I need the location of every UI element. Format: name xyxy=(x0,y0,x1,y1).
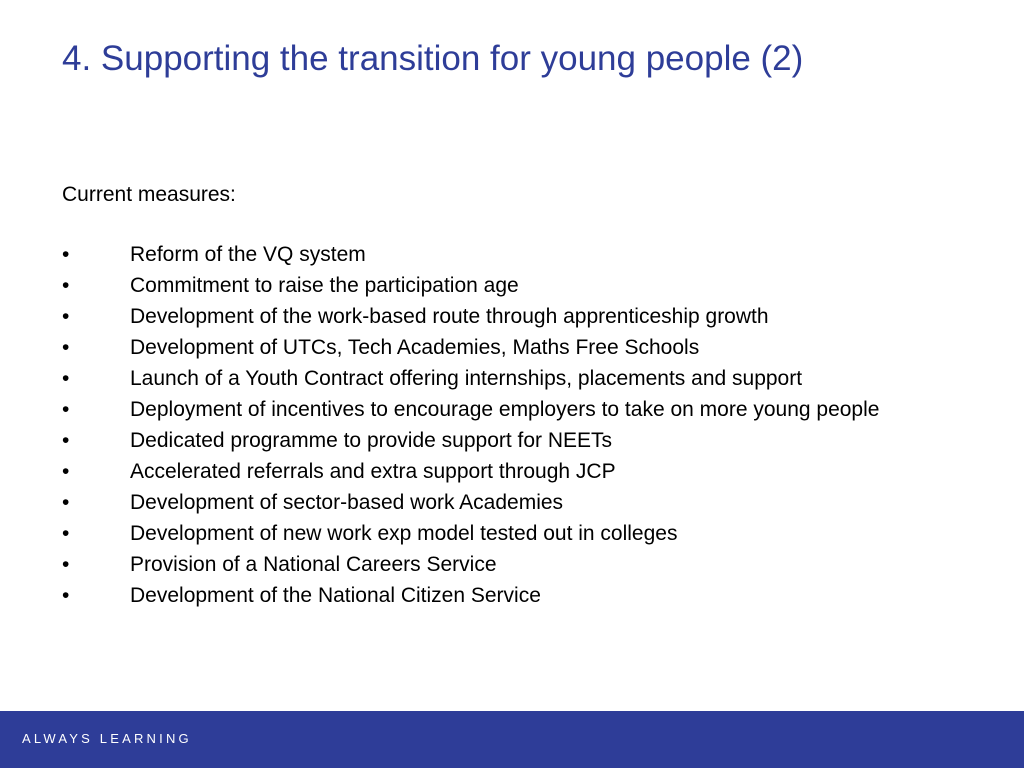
list-item-text: Provision of a National Careers Service xyxy=(130,553,497,576)
list-item-text: Reform of the VQ system xyxy=(130,243,366,266)
bullet: • xyxy=(62,274,70,297)
bullet: • xyxy=(62,491,70,514)
bullet: • xyxy=(62,553,70,576)
list-item xyxy=(62,460,982,483)
bullet: • xyxy=(62,584,70,607)
list-item xyxy=(62,367,982,390)
measures-list xyxy=(62,243,982,615)
bullet: • xyxy=(62,336,70,359)
list-item-text: Commitment to raise the participation age xyxy=(130,274,519,297)
bullet: • xyxy=(62,243,70,266)
list-item-text: Development of UTCs, Tech Academies, Maths Free Schools xyxy=(130,336,700,359)
list-item-text: Deployment of incentives to encourage employers to take on more young people xyxy=(130,398,880,421)
bullet: • xyxy=(62,367,70,390)
bullet: • xyxy=(62,522,70,545)
list-item-text: Dedicated programme to provide support for NEETs xyxy=(130,429,613,452)
list-item xyxy=(62,398,982,421)
slide-title: 4. Supporting the transition for young people (2) xyxy=(62,39,804,78)
bullet: • xyxy=(62,305,70,328)
bullet: • xyxy=(62,429,70,452)
list-item xyxy=(62,522,982,545)
intro-text: Current measures: xyxy=(62,183,236,206)
list-item-text: Development of new work exp model tested out in colleges xyxy=(130,522,678,545)
bullet: • xyxy=(62,398,70,421)
bullet: • xyxy=(62,460,70,483)
list-item xyxy=(62,274,982,297)
list-item xyxy=(62,491,982,514)
list-item-text: Launch of a Youth Contract offering internships, placements and support xyxy=(130,367,803,390)
footer-brand-text: ALWAYS LEARNING xyxy=(22,731,192,746)
list-item xyxy=(62,553,982,576)
list-item xyxy=(62,584,982,607)
list-item-text: Accelerated referrals and extra support through JCP xyxy=(130,460,616,483)
list-item xyxy=(62,336,982,359)
list-item xyxy=(62,429,982,452)
list-item-text: Development of the National Citizen Service xyxy=(130,584,541,607)
list-item xyxy=(62,305,982,328)
list-item-text: Development of the work-based route through apprenticeship growth xyxy=(130,305,769,328)
list-item xyxy=(62,243,982,266)
list-item-text: Development of sector-based work Academies xyxy=(130,491,564,514)
footer-band xyxy=(0,711,1024,768)
